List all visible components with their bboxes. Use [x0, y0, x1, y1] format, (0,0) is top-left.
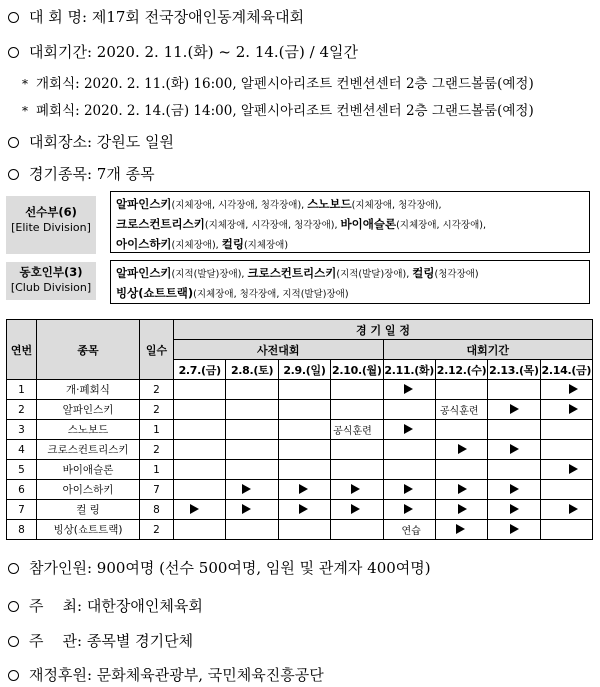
date-header: 2.11.(화) [383, 360, 435, 380]
club-event-note: (지체장애, 청각장애, 지적(발달)장애) [193, 289, 349, 300]
row-days: 1 [140, 460, 174, 480]
participants-value: 900여명 (선수 500여명, 임원 및 관계자 400여명) [96, 559, 431, 577]
venue-value: 강원도 일원 [96, 133, 175, 151]
date-header: 2.7.(금) [174, 360, 226, 380]
play-marker-icon [404, 484, 413, 494]
row-no: 5 [7, 460, 37, 480]
elite-event-name: 아이스하키 [116, 237, 172, 251]
elite-division-label [6, 196, 96, 254]
participants-label: 참가인원: [29, 559, 93, 577]
asterisk-icon: * [22, 77, 28, 91]
play-marker-icon [190, 504, 199, 514]
play-marker-icon [242, 504, 251, 514]
table-row [7, 460, 593, 480]
play-marker-icon [569, 384, 578, 394]
elite-label-en: [Elite Division] [11, 221, 91, 234]
play-marker-icon [569, 464, 578, 474]
club-event-note: (지적(발달)장애), [171, 269, 248, 280]
play-marker-icon [569, 504, 578, 514]
date-header: 2.9.(일) [278, 360, 330, 380]
practice-note: 연습 [401, 526, 421, 537]
row-no: 3 [7, 420, 37, 440]
circle-bullet-icon [8, 601, 19, 612]
row-no: 7 [7, 500, 37, 520]
play-marker-icon [351, 504, 360, 514]
play-marker-icon [510, 404, 519, 414]
club-division-label [6, 262, 96, 300]
table-row [7, 520, 593, 540]
row-event: 바이애슬론 [37, 460, 140, 480]
club-division-events [110, 260, 590, 304]
table-row [7, 480, 593, 500]
opening-line [22, 72, 534, 92]
elite-event-name: 컬링 [221, 237, 244, 251]
info-sponsor [8, 664, 324, 685]
row-days: 2 [140, 400, 174, 420]
elite-event-name: 스노보드 [307, 197, 352, 211]
play-marker-icon [458, 484, 467, 494]
club-event-name: 컬링 [412, 266, 435, 280]
pre-event-header: 사전대회 [174, 340, 384, 360]
club-event-note: (청각장애) [434, 269, 479, 280]
play-marker-icon [404, 384, 413, 394]
play-marker-icon [510, 484, 519, 494]
play-marker-icon [456, 524, 465, 534]
table-row [7, 380, 593, 400]
info-period [8, 41, 358, 62]
play-marker-icon [299, 504, 308, 514]
info-host [8, 595, 203, 616]
info-venue [8, 131, 174, 152]
elite-event-name: 알파인스키 [116, 197, 172, 211]
col-days-header: 일수 [140, 320, 174, 380]
training-note: 공식훈련 [439, 406, 479, 417]
table-row [7, 500, 593, 520]
elite-event-note: (지체장애, 시각장애), [396, 220, 486, 231]
row-days: 8 [140, 500, 174, 520]
row-days: 7 [140, 480, 174, 500]
organizer-value: 종목별 경기단체 [86, 632, 194, 650]
info-participants [8, 557, 431, 578]
play-marker-icon [242, 484, 251, 494]
row-event: 개·폐회식 [37, 380, 140, 400]
closing-line [22, 99, 534, 119]
name-value: 제17회 전국장애인동계체육대회 [91, 8, 305, 26]
info-name [8, 6, 304, 27]
play-marker-icon [510, 504, 519, 514]
asterisk-icon: * [22, 104, 28, 118]
elite-event-name: 바이애슬론 [340, 217, 397, 231]
date-header: 2.10.(월) [331, 360, 383, 380]
schedule-table [6, 319, 593, 540]
row-no: 2 [7, 400, 37, 420]
circle-bullet-icon [8, 12, 19, 23]
row-no: 1 [7, 380, 37, 400]
events-value: 7개 종목 [96, 165, 155, 183]
row-days: 2 [140, 440, 174, 460]
col-event-header: 종목 [37, 320, 140, 380]
date-header: 2.14.(금) [540, 360, 592, 380]
date-header: 2.12.(수) [435, 360, 487, 380]
play-marker-icon [569, 404, 578, 414]
elite-event-name: 크로스컨트리스키 [116, 217, 205, 231]
row-no: 4 [7, 440, 37, 460]
date-header: 2.13.(목) [488, 360, 540, 380]
club-label-ko: 동호인부(3) [19, 265, 83, 279]
main-event-header: 대회기간 [383, 340, 593, 360]
play-marker-icon [299, 484, 308, 494]
table-row [7, 420, 593, 440]
play-marker-icon [458, 444, 467, 454]
sponsor-value: 문화체육관광부, 국민체육진흥공단 [96, 666, 324, 684]
col-no-header: 연번 [7, 320, 37, 380]
elite-event-note: (지체장애, 청각장애), [351, 200, 442, 211]
elite-event-note: (지체장애) [243, 240, 289, 251]
row-days: 2 [140, 380, 174, 400]
host-label: 주 최: [29, 597, 83, 615]
period-value: 2020. 2. 11.(화) ~ 2. 14.(금) / 4일간 [96, 43, 358, 61]
training-note: 공식훈련 [333, 426, 372, 437]
info-organizer [8, 630, 193, 651]
host-value: 대한장애인체육회 [86, 597, 203, 615]
club-event-name: 알파인스키 [116, 266, 172, 280]
play-marker-icon [510, 444, 519, 454]
events-label: 경기종목: [29, 165, 93, 183]
circle-bullet-icon [8, 47, 19, 58]
circle-bullet-icon [8, 137, 19, 148]
date-header: 2.8.(토) [226, 360, 278, 380]
period-label: 대회기간: [29, 43, 93, 61]
elite-label-ko: 선수부(6) [25, 205, 77, 219]
opening-text: 개회식: 2020. 2. 11.(화) 16:00, 알펜시아리조트 컨벤션센터 2층 그랜드볼룸(예정) [36, 76, 534, 92]
row-event: 크로스컨트리스키 [37, 440, 140, 460]
row-event: 컬 링 [37, 500, 140, 520]
sponsor-label: 재정후원: [29, 666, 93, 684]
row-no: 8 [7, 520, 37, 540]
row-event: 아이스하키 [37, 480, 140, 500]
play-marker-icon [404, 504, 413, 514]
club-label-en: [Club Division] [10, 281, 92, 294]
name-label: 대 회 명: [29, 8, 88, 26]
play-marker-icon [510, 524, 519, 534]
row-event: 알파인스키 [37, 400, 140, 420]
club-event-note: (지적(발달)장애), [336, 269, 413, 280]
elite-division-events [110, 191, 590, 253]
row-days: 1 [140, 420, 174, 440]
table-row [7, 440, 593, 460]
club-event-name: 빙상(쇼트트랙) [116, 286, 194, 300]
elite-event-note: (지체장애, 시각장애, 청각장애), [171, 200, 308, 211]
play-marker-icon [458, 504, 467, 514]
circle-bullet-icon [8, 563, 19, 574]
circle-bullet-icon [8, 636, 19, 647]
play-marker-icon [404, 424, 413, 434]
row-event: 스노보드 [37, 420, 140, 440]
elite-event-note: (지체장애), [171, 240, 222, 251]
info-events [8, 163, 155, 184]
circle-bullet-icon [8, 169, 19, 180]
elite-event-note: (지체장애, 시각장애, 청각장애), [204, 220, 341, 231]
organizer-label: 주 관: [29, 632, 83, 650]
play-marker-icon [351, 484, 360, 494]
row-no: 6 [7, 480, 37, 500]
closing-text: 폐회식: 2020. 2. 14.(금) 14:00, 알펜시아리조트 컨벤션센터 2층 그랜드볼룸(예정) [36, 103, 534, 119]
schedule-title: 경 기 일 정 [174, 320, 593, 340]
row-event: 빙상(쇼트트랙) [37, 520, 140, 540]
club-event-name: 크로스컨트리스키 [247, 266, 337, 280]
table-row [7, 400, 593, 420]
venue-label: 대회장소: [29, 133, 93, 151]
circle-bullet-icon [8, 670, 19, 681]
row-days: 2 [140, 520, 174, 540]
